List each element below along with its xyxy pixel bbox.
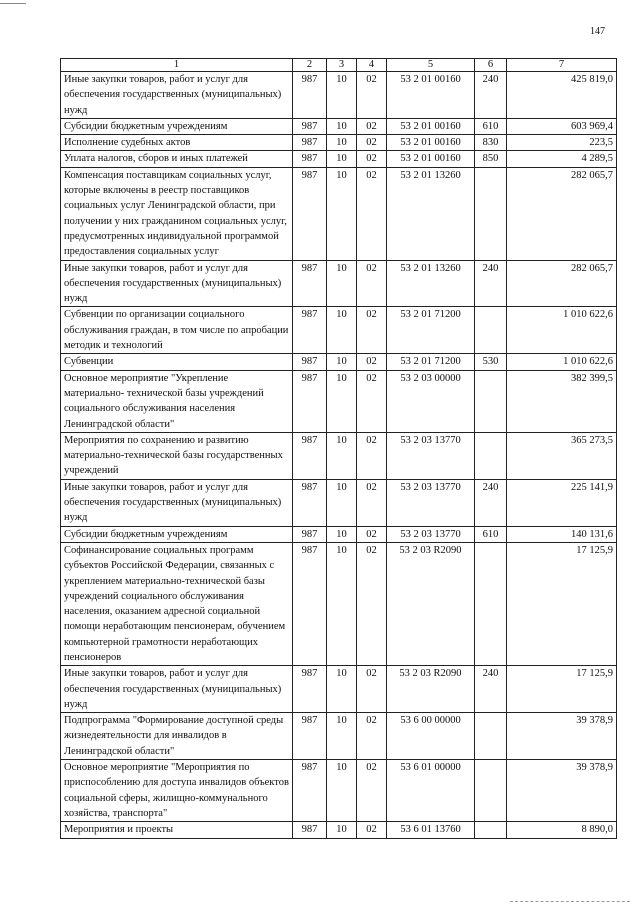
table-row [61, 370, 617, 432]
row-value-cell: 10 [327, 526, 357, 542]
row-value-cell: 53 2 01 00160 [387, 151, 475, 167]
row-value-cell: 10 [327, 135, 357, 151]
row-value-cell: 140 131,6 [507, 526, 617, 542]
row-value-cell: 1 010 622,6 [507, 354, 617, 370]
row-value-cell: 987 [293, 822, 327, 838]
row-value-cell: 02 [357, 479, 387, 526]
row-value-cell: 02 [357, 135, 387, 151]
table-row [61, 526, 617, 542]
table-row [61, 822, 617, 838]
row-value-cell: 282 065,7 [507, 260, 617, 307]
row-value-cell: 987 [293, 135, 327, 151]
header-cell: 6 [475, 59, 507, 72]
row-name-cell: Субсидии бюджетным учреждениям [61, 118, 293, 134]
row-value-cell: 02 [357, 526, 387, 542]
row-value-cell: 10 [327, 713, 357, 760]
table-row [61, 713, 617, 760]
row-name-cell: Мероприятия по сохранению и развитию материально-технической базы государственных учреждений [61, 432, 293, 479]
row-name-cell: Иные закупки товаров, работ и услуг для обеспечения государственных (муниципальных) нужд [61, 260, 293, 307]
row-value-cell: 02 [357, 370, 387, 432]
row-value-cell: 02 [357, 666, 387, 713]
row-name-cell: Иные закупки товаров, работ и услуг для обеспечения государственных (муниципальных) нужд [61, 666, 293, 713]
row-value-cell: 53 2 03 R2090 [387, 666, 475, 713]
header-cell: 2 [293, 59, 327, 72]
row-value-cell: 53 2 01 71200 [387, 354, 475, 370]
page-number: 147 [590, 26, 605, 37]
header-cell: 1 [61, 59, 293, 72]
row-value-cell: 4 289,5 [507, 151, 617, 167]
row-value-cell: 610 [475, 526, 507, 542]
table-row [61, 260, 617, 307]
row-value-cell: 282 065,7 [507, 167, 617, 260]
row-value-cell: 10 [327, 167, 357, 260]
row-name-cell: Субвенции по организации социального обслуживания граждан, в том числе по апробации методик и технологий [61, 307, 293, 354]
row-value-cell: 53 2 01 13260 [387, 260, 475, 307]
row-value-cell: 10 [327, 370, 357, 432]
row-value-cell: 987 [293, 666, 327, 713]
table-row [61, 479, 617, 526]
row-value-cell: 603 969,4 [507, 118, 617, 134]
row-value-cell: 10 [327, 542, 357, 665]
row-value-cell: 987 [293, 151, 327, 167]
table-row [61, 118, 617, 134]
row-value-cell: 02 [357, 72, 387, 119]
row-value-cell: 987 [293, 118, 327, 134]
row-name-cell: Подпрограмма "Формирование доступной среды жизнедеятельности для инвалидов в Ленинградской области" [61, 713, 293, 760]
row-value-cell: 53 2 01 13260 [387, 167, 475, 260]
row-value-cell: 53 2 01 71200 [387, 307, 475, 354]
scan-edge-mark [510, 901, 630, 903]
row-value-cell: 53 2 03 13770 [387, 479, 475, 526]
row-value-cell: 240 [475, 72, 507, 119]
table-row [61, 167, 617, 260]
row-value-cell: 987 [293, 167, 327, 260]
table-row [61, 307, 617, 354]
header-cell: 7 [507, 59, 617, 72]
row-value-cell: 225 141,9 [507, 479, 617, 526]
row-value-cell: 987 [293, 260, 327, 307]
row-name-cell: Иные закупки товаров, работ и услуг для обеспечения государственных (муниципальных) нужд [61, 72, 293, 119]
row-name-cell: Основное мероприятие "Мероприятия по приспособлению для доступа инвалидов объектов социальной сферы, жилищно-коммунального хозяйства, транспорта" [61, 760, 293, 822]
row-name-cell: Иные закупки товаров, работ и услуг для обеспечения государственных (муниципальных) нужд [61, 479, 293, 526]
row-name-cell: Мероприятия и проекты [61, 822, 293, 838]
row-value-cell: 53 2 01 00160 [387, 72, 475, 119]
row-value-cell: 17 125,9 [507, 542, 617, 665]
row-name-cell: Уплата налогов, сборов и иных платежей [61, 151, 293, 167]
row-value-cell: 02 [357, 354, 387, 370]
row-value-cell: 10 [327, 151, 357, 167]
table-row [61, 151, 617, 167]
row-value-cell: 610 [475, 118, 507, 134]
row-name-cell: Исполнение судебных актов [61, 135, 293, 151]
row-name-cell: Субсидии бюджетным учреждениям [61, 526, 293, 542]
row-value-cell: 10 [327, 354, 357, 370]
row-value-cell [475, 307, 507, 354]
row-value-cell: 53 2 03 00000 [387, 370, 475, 432]
row-value-cell: 1 010 622,6 [507, 307, 617, 354]
row-value-cell [475, 713, 507, 760]
row-value-cell: 17 125,9 [507, 666, 617, 713]
row-name-cell: Субвенции [61, 354, 293, 370]
row-value-cell: 530 [475, 354, 507, 370]
row-value-cell: 02 [357, 260, 387, 307]
row-value-cell: 02 [357, 542, 387, 665]
header-cell: 4 [357, 59, 387, 72]
row-value-cell: 425 819,0 [507, 72, 617, 119]
row-value-cell: 987 [293, 354, 327, 370]
row-value-cell [475, 760, 507, 822]
row-value-cell: 987 [293, 760, 327, 822]
row-value-cell: 987 [293, 432, 327, 479]
row-value-cell: 10 [327, 666, 357, 713]
row-value-cell: 02 [357, 151, 387, 167]
table-row [61, 432, 617, 479]
row-value-cell: 850 [475, 151, 507, 167]
row-value-cell: 987 [293, 542, 327, 665]
row-value-cell: 53 2 01 00160 [387, 118, 475, 134]
row-value-cell [475, 432, 507, 479]
scan-edge-mark [0, 3, 26, 4]
header-cell: 5 [387, 59, 475, 72]
row-value-cell: 365 273,5 [507, 432, 617, 479]
row-value-cell: 987 [293, 479, 327, 526]
row-value-cell: 10 [327, 822, 357, 838]
row-value-cell: 987 [293, 307, 327, 354]
row-value-cell: 382 399,5 [507, 370, 617, 432]
row-value-cell: 240 [475, 479, 507, 526]
row-name-cell: Софинансирование социальных программ субъектов Российской Федерации, связанных с укреплением материально-технической базы учреждений социального обслуживания населения, оказанием адресной социальной помощи неработающим пенсионерам, обучением компьютерной грамотности неработающих пенсионеров [61, 542, 293, 665]
table-row [61, 135, 617, 151]
row-value-cell: 53 2 03 R2090 [387, 542, 475, 665]
row-name-cell: Основное мероприятие "Укрепление материально- технической базы учреждений социального обслуживания населения Ленинградской области" [61, 370, 293, 432]
row-value-cell: 223,5 [507, 135, 617, 151]
row-value-cell: 53 2 01 00160 [387, 135, 475, 151]
table-row [61, 72, 617, 119]
row-value-cell: 10 [327, 307, 357, 354]
row-value-cell: 987 [293, 72, 327, 119]
header-row [61, 59, 617, 72]
row-name-cell: Компенсация поставщикам социальных услуг, которые включены в реестр поставщиков социальных услуг Ленинградской области, при получении у них гражданином социальных услуг, предусмотренных индивидуальной программой предоставления социальных услуг [61, 167, 293, 260]
row-value-cell [475, 167, 507, 260]
row-value-cell [475, 542, 507, 665]
row-value-cell: 53 6 01 00000 [387, 760, 475, 822]
row-value-cell: 987 [293, 526, 327, 542]
row-value-cell: 10 [327, 760, 357, 822]
budget-table [60, 58, 617, 839]
row-value-cell: 10 [327, 118, 357, 134]
row-value-cell: 830 [475, 135, 507, 151]
row-value-cell: 39 378,9 [507, 713, 617, 760]
row-value-cell [475, 822, 507, 838]
row-value-cell: 10 [327, 479, 357, 526]
row-value-cell: 02 [357, 760, 387, 822]
row-value-cell: 53 6 01 13760 [387, 822, 475, 838]
row-value-cell: 10 [327, 260, 357, 307]
row-value-cell: 10 [327, 72, 357, 119]
row-value-cell: 02 [357, 118, 387, 134]
table-row [61, 760, 617, 822]
row-value-cell: 02 [357, 167, 387, 260]
table-row [61, 354, 617, 370]
header-cell: 3 [327, 59, 357, 72]
row-value-cell: 240 [475, 260, 507, 307]
row-value-cell: 10 [327, 432, 357, 479]
row-value-cell [475, 370, 507, 432]
row-value-cell: 987 [293, 713, 327, 760]
row-value-cell: 02 [357, 307, 387, 354]
table-row [61, 666, 617, 713]
row-value-cell: 240 [475, 666, 507, 713]
row-value-cell: 53 2 03 13770 [387, 432, 475, 479]
row-value-cell: 8 890,0 [507, 822, 617, 838]
row-value-cell: 02 [357, 713, 387, 760]
row-value-cell: 53 2 03 13770 [387, 526, 475, 542]
row-value-cell: 02 [357, 822, 387, 838]
row-value-cell: 39 378,9 [507, 760, 617, 822]
row-value-cell: 987 [293, 370, 327, 432]
row-value-cell: 02 [357, 432, 387, 479]
row-value-cell: 53 6 00 00000 [387, 713, 475, 760]
table-row [61, 542, 617, 665]
